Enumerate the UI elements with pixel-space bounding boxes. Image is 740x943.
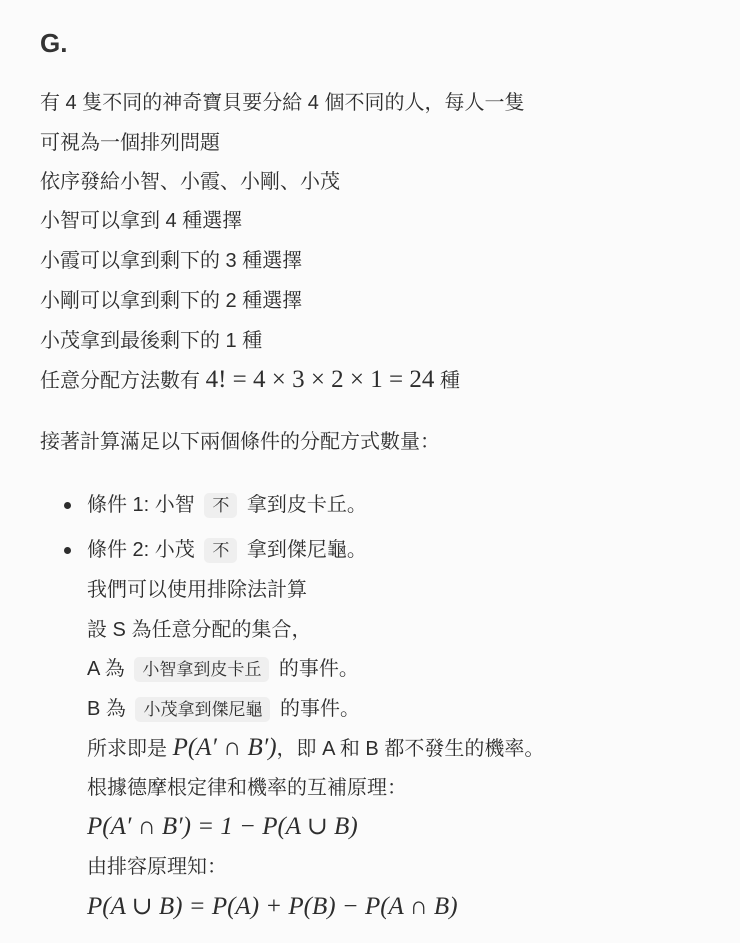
condition-item bbox=[87, 536, 367, 565]
text-line: 我們可以使用排除法計算 bbox=[87, 579, 307, 601]
equation-inclusion-exclusion: P(A ∪ B) = P(A) + P(B) − P(A ∩ B) bbox=[87, 893, 458, 920]
condition-text: 條件 2: 小茂 bbox=[87, 539, 195, 561]
condition-text: 拿到傑尼龜。 bbox=[246, 539, 367, 561]
condition-text: 條件 1: 小智 bbox=[87, 494, 195, 516]
text-line: 小茂拿到最後剩下的 1 種 bbox=[40, 330, 263, 352]
text: 的事件。 bbox=[278, 658, 359, 680]
text-line: 小霞可以拿到剩下的 3 種選擇 bbox=[40, 250, 303, 272]
total-formula: 4! = 4 × 3 × 2 × 1 = 24 bbox=[205, 366, 435, 393]
condition-item bbox=[87, 491, 367, 520]
text-line: 由排容原理知： bbox=[87, 856, 227, 878]
text: ，即 A 和 B 都不發生的機率。 bbox=[276, 738, 545, 760]
section-heading: G. bbox=[40, 28, 68, 58]
math-formula: P(A′ ∩ B′) bbox=[172, 734, 277, 761]
text-line: 小智可以拿到 4 種選擇 bbox=[40, 210, 243, 232]
text-line: 可視為一個排列問題 bbox=[40, 132, 220, 154]
equation-complement: P(A′ ∩ B′) = 1 − P(A ∪ B) bbox=[87, 813, 358, 840]
text: 所求即是 bbox=[87, 738, 167, 760]
bullet-icon bbox=[64, 547, 71, 554]
text-line: 依序發給小智、小霞、小剛、小茂 bbox=[40, 171, 340, 193]
event-a-line bbox=[87, 655, 359, 684]
total-suffix: 種 bbox=[439, 370, 460, 392]
text-line: 小剛可以拿到剩下的 2 種選擇 bbox=[40, 290, 303, 312]
conditions-intro: 接著計算滿足以下兩個條件的分配方式數量： bbox=[40, 431, 440, 453]
inline-code: 小智拿到皮卡丘 bbox=[134, 657, 269, 682]
inline-code: 不 bbox=[204, 538, 237, 563]
bullet-icon bbox=[64, 502, 71, 509]
total-line bbox=[40, 366, 460, 395]
total-prefix: 任意分配方法數有 bbox=[40, 370, 200, 392]
text-line: 設 S 為任意分配的集合， bbox=[87, 619, 312, 641]
inline-code: 小茂拿到傑尼龜 bbox=[135, 697, 270, 722]
condition-text: 拿到皮卡丘。 bbox=[246, 494, 367, 516]
text: 的事件。 bbox=[280, 698, 361, 720]
event-b-line bbox=[87, 695, 360, 724]
goal-line bbox=[87, 734, 544, 763]
text-line: 有 4 隻不同的神奇寶貝要分給 4 個不同的人，每人一隻 bbox=[40, 92, 525, 114]
text: B 為 bbox=[87, 698, 126, 720]
text-line: 根據德摩根定律和機率的互補原理： bbox=[87, 777, 407, 799]
text: A 為 bbox=[87, 658, 125, 680]
inline-code: 不 bbox=[204, 493, 237, 518]
